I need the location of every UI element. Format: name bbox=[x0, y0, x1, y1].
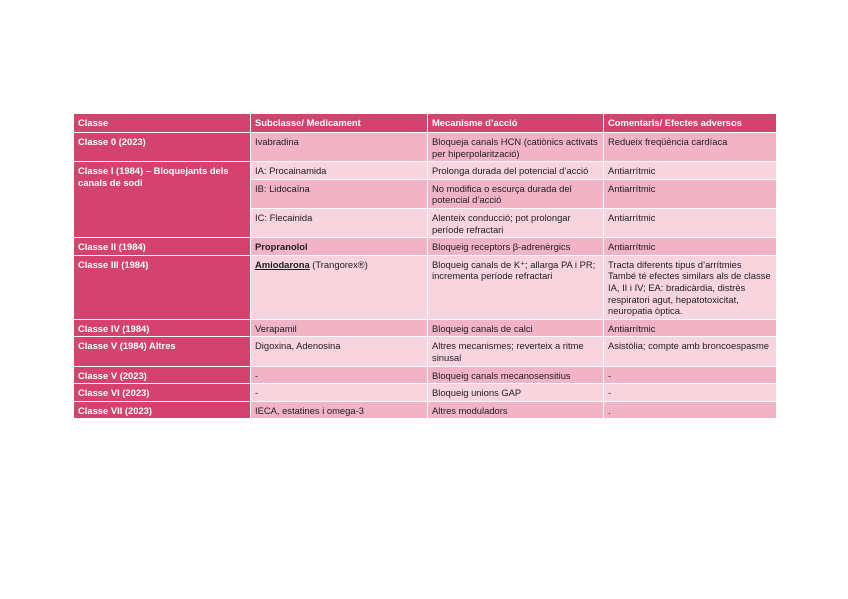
mecanisme-cell: Bloqueig canals de calci bbox=[428, 319, 604, 337]
table-row bbox=[74, 366, 777, 384]
subclasse-cell: Verapamil bbox=[251, 319, 428, 337]
classe-cell: Classe V (1984) Altres bbox=[74, 337, 251, 366]
table-row bbox=[74, 384, 777, 402]
subclasse-cell: Ivabradina bbox=[251, 133, 428, 162]
comentaris-cell: Antiarrítmic bbox=[604, 319, 777, 337]
comentaris-cell: Tracta diferents tipus d’arrítmies També té efectes similars als de classe IA, II i IV; EA: bradicàrdia, distrès respiratori agut, hepatotoxicitat, neuropatia òptica. bbox=[604, 255, 777, 319]
antiarrhythmic-classification-table bbox=[73, 113, 777, 419]
subclasse-cell: - bbox=[251, 366, 428, 384]
mecanisme-cell: Bloqueig unions GAP bbox=[428, 384, 604, 402]
mecanisme-cell: Bloqueig canals de K⁺; allarga PA i PR; incrementa període refractari bbox=[428, 255, 604, 319]
mecanisme-cell: Prolonga durada del potencial d’acció bbox=[428, 162, 604, 180]
mecanisme-cell: Altres mecanismes; reverteix a ritme sinusal bbox=[428, 337, 604, 366]
classe-cell: Classe III (1984) bbox=[74, 255, 251, 319]
drug-brand: (Trangorex®) bbox=[309, 258, 368, 270]
subclasse-cell: IC: Flecainida bbox=[251, 208, 428, 237]
header-comentaris: Comentaris/ Efectes adversos bbox=[604, 114, 777, 133]
table-row bbox=[74, 255, 777, 319]
classe-cell: Classe 0 (2023) bbox=[74, 133, 251, 162]
mecanisme-cell: Bloqueig receptors β-adrenèrgics bbox=[428, 238, 604, 256]
subclasse-cell: Propranolol bbox=[251, 238, 428, 256]
mecanisme-cell: Alenteix conducció; pot prolongar període refractari bbox=[428, 208, 604, 237]
mecanisme-cell: Altres moduladors bbox=[428, 401, 604, 419]
comentaris-cell: Asistòlia; compte amb broncoespasme bbox=[604, 337, 777, 366]
comentaris-cell: Redueix freqüència cardíaca bbox=[604, 133, 777, 162]
subclasse-cell: - bbox=[251, 384, 428, 402]
table-row bbox=[74, 238, 777, 256]
comentaris-cell: Antiarrítmic bbox=[604, 162, 777, 180]
subclasse-cell: IA: Procainamida bbox=[251, 162, 428, 180]
drug-name: Amiodarona bbox=[255, 258, 310, 270]
comentaris-cell: Antiarrítmic bbox=[604, 238, 777, 256]
subclasse-cell: IECA, estatines i omega-3 bbox=[251, 401, 428, 419]
comentaris-cell: - bbox=[604, 384, 777, 402]
subclasse-cell: IB: Lidocaïna bbox=[251, 179, 428, 208]
comentaris-cell: - bbox=[604, 366, 777, 384]
header-classe: Classe bbox=[74, 114, 251, 133]
comentaris-cell: Antiarrítmic bbox=[604, 208, 777, 237]
header-subclasse: Subclasse/ Medicament bbox=[251, 114, 428, 133]
table-row bbox=[74, 133, 777, 162]
mecanisme-cell: No modifica o escurça durada del potencial d’acció bbox=[428, 179, 604, 208]
classe-cell: Classe II (1984) bbox=[74, 238, 251, 256]
subclasse-cell: Digoxina, Adenosina bbox=[251, 337, 428, 366]
table-row bbox=[74, 319, 777, 337]
mecanisme-cell: Bloqueja canals HCN (catiònics activats per hiperpolarització) bbox=[428, 133, 604, 162]
classe-cell: Classe VI (2023) bbox=[74, 384, 251, 402]
mecanisme-cell: Bloqueig canals mecanosensitius bbox=[428, 366, 604, 384]
table-row bbox=[74, 162, 777, 180]
classe-cell: Classe IV (1984) bbox=[74, 319, 251, 337]
comentaris-cell: . bbox=[604, 401, 777, 419]
comentaris-cell: Antiarrítmic bbox=[604, 179, 777, 208]
table-row bbox=[74, 337, 777, 366]
classe-cell: Classe VII (2023) bbox=[74, 401, 251, 419]
header-mecanisme: Mecanisme d’acció bbox=[428, 114, 604, 133]
classe-cell: Classe V (2023) bbox=[74, 366, 251, 384]
subclasse-cell bbox=[251, 255, 428, 319]
header-row bbox=[74, 114, 777, 133]
table-row bbox=[74, 401, 777, 419]
classe-cell: Classe I (1984) – Bloquejants dels canals de sodi bbox=[74, 162, 251, 238]
